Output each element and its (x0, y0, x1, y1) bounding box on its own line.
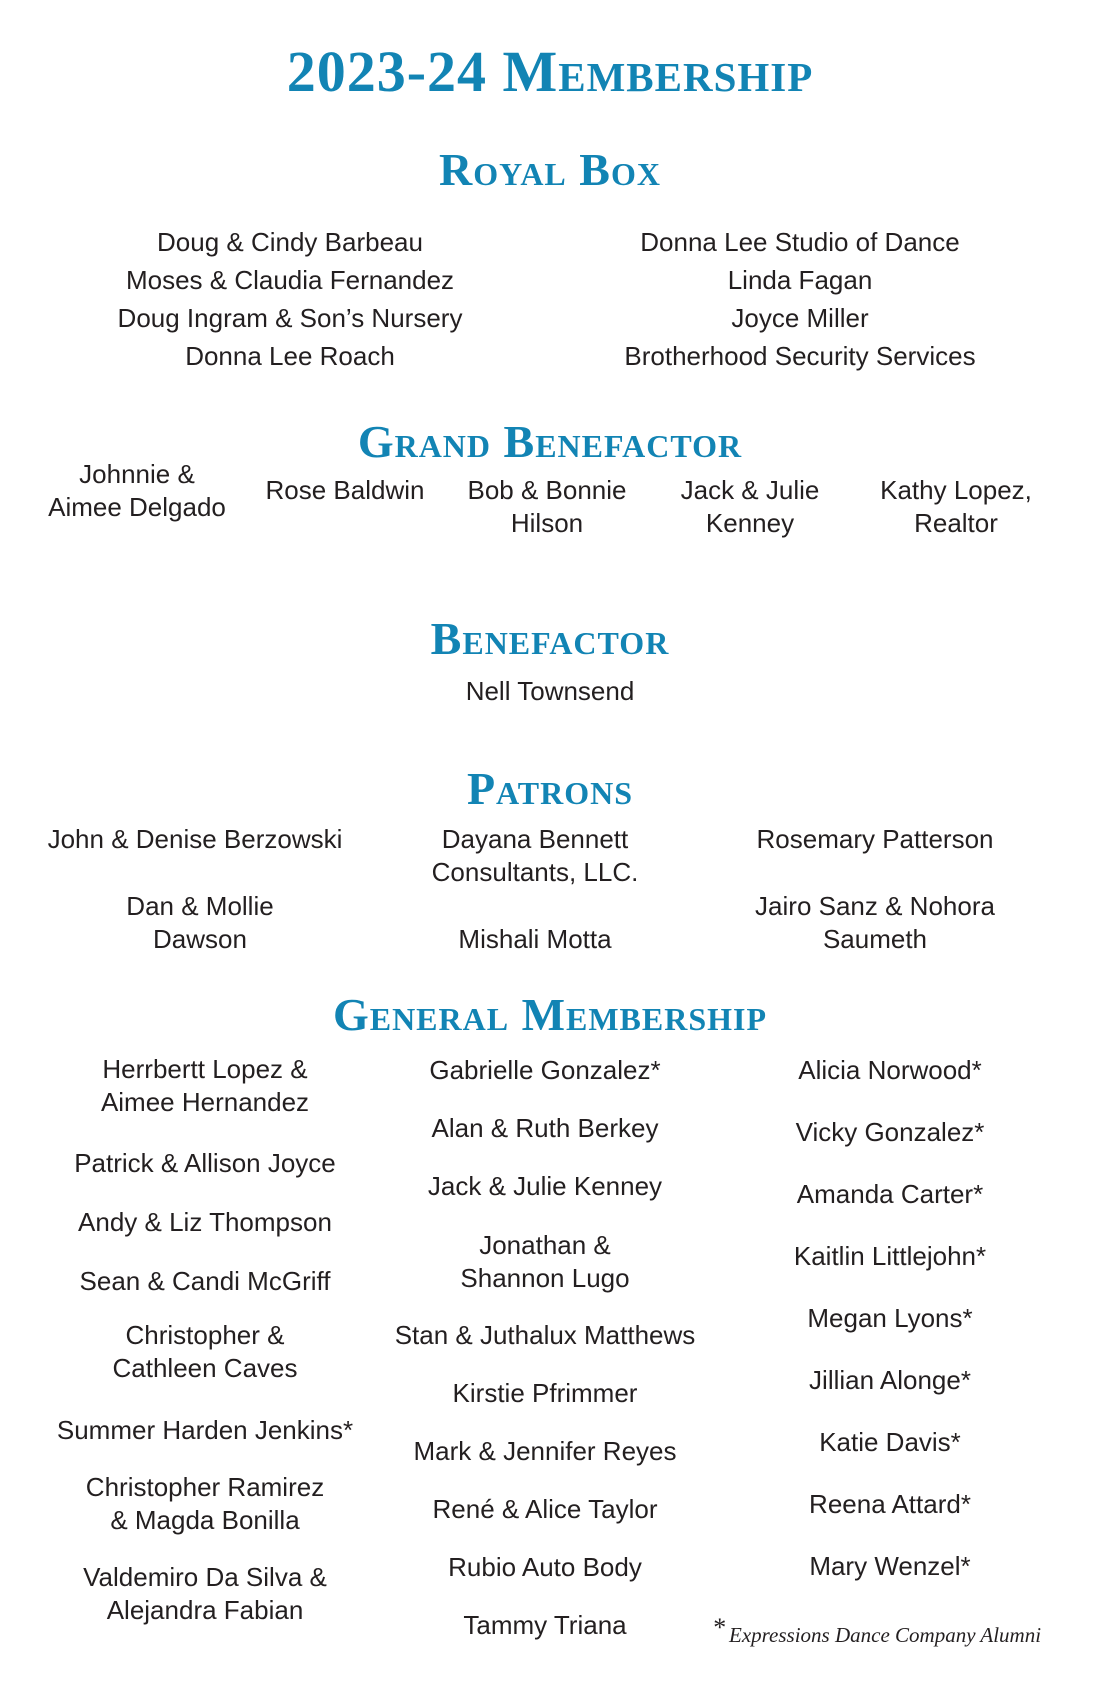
general-member: Tammy Triana (463, 1610, 627, 1640)
grand-benefactor-member: Bob & Bonnie Hilson (467, 475, 627, 538)
general-member: Sean & Candi McGriff (79, 1266, 331, 1296)
benefactor-heading: Benefactor (430, 613, 670, 664)
general-member: Katie Davis* (819, 1427, 961, 1457)
general-member: Vicky Gonzalez* (795, 1117, 985, 1147)
benefactor-member: Nell Townsend (465, 676, 635, 706)
royal-box-member: Moses & Claudia Fernandez (125, 265, 455, 295)
general-member: Jack & Julie Kenney (427, 1171, 663, 1201)
patron-member: Dan & Mollie Dawson (126, 891, 274, 954)
patrons-heading: Patrons (466, 763, 634, 814)
general-member: Patrick & Allison Joyce (74, 1148, 336, 1178)
royal-box-member: Brotherhood Security Services (624, 341, 976, 371)
grand-benefactor-member: Kathy Lopez, Realtor (880, 475, 1032, 538)
patron-member: Dayana Bennett Consultants, LLC. (431, 824, 639, 887)
general-member: Kaitlin Littlejohn* (793, 1241, 987, 1271)
patron-member: Jairo Sanz & Nohora Saumeth (755, 891, 995, 954)
general-member: Summer Harden Jenkins* (56, 1415, 354, 1445)
royal-box-member: Donna Lee Studio of Dance (640, 227, 960, 257)
general-member: Jillian Alonge* (809, 1365, 971, 1395)
royal-box-heading: Royal Box (439, 144, 661, 195)
general-member: Herrbertt Lopez & Aimee Hernandez (100, 1054, 310, 1117)
patron-member: John & Denise Berzowski (47, 824, 343, 854)
grand-benefactor-heading: Grand Benefactor (357, 416, 743, 467)
general-member: Mary Wenzel* (809, 1551, 971, 1581)
alumni-footnote (712, 1613, 1041, 1648)
general-member: René & Alice Taylor (432, 1494, 658, 1524)
general-member: Christopher & Cathleen Caves (112, 1320, 298, 1383)
general-member: Mark & Jennifer Reyes (413, 1436, 677, 1466)
royal-box-member: Linda Fagan (727, 265, 873, 295)
royal-box-member: Doug Ingram & Son’s Nursery (117, 303, 463, 333)
general-member: Jonathan & Shannon Lugo (460, 1230, 630, 1293)
page-title: 2023-24 Membership (286, 39, 814, 104)
general-member: Christopher Ramirez & Magda Bonilla (85, 1472, 325, 1535)
general-member: Kirstie Pfrimmer (452, 1378, 638, 1408)
footnote-asterisk: * (712, 1613, 725, 1642)
patron-member: Rosemary Patterson (756, 824, 994, 854)
general-member: Gabrielle Gonzalez* (429, 1055, 661, 1085)
royal-box-member: Doug & Cindy Barbeau (157, 227, 423, 257)
general-member: Alicia Norwood* (798, 1055, 982, 1085)
general-member: Stan & Juthalux Matthews (394, 1320, 696, 1350)
general-member: Rubio Auto Body (448, 1552, 642, 1582)
general-member: Valdemiro Da Silva & Alejandra Fabian (83, 1562, 327, 1625)
general-member: Amanda Carter* (796, 1179, 984, 1209)
royal-box-member: Joyce Miller (731, 303, 869, 333)
general-member: Andy & Liz Thompson (78, 1207, 332, 1237)
footnote-text: Expressions Dance Company Alumni (729, 1623, 1042, 1647)
royal-box-member: Donna Lee Roach (185, 341, 395, 371)
grand-benefactor-member: Johnnie & Aimee Delgado (48, 459, 226, 522)
patron-member: Mishali Motta (458, 924, 612, 954)
grand-benefactor-member: Jack & Julie Kenney (680, 475, 820, 538)
general-membership-heading: General Membership (332, 989, 768, 1040)
grand-benefactor-member: Rose Baldwin (265, 475, 425, 505)
general-member: Alan & Ruth Berkey (431, 1113, 659, 1143)
general-member: Reena Attard* (809, 1489, 971, 1519)
general-member: Megan Lyons* (807, 1303, 973, 1333)
